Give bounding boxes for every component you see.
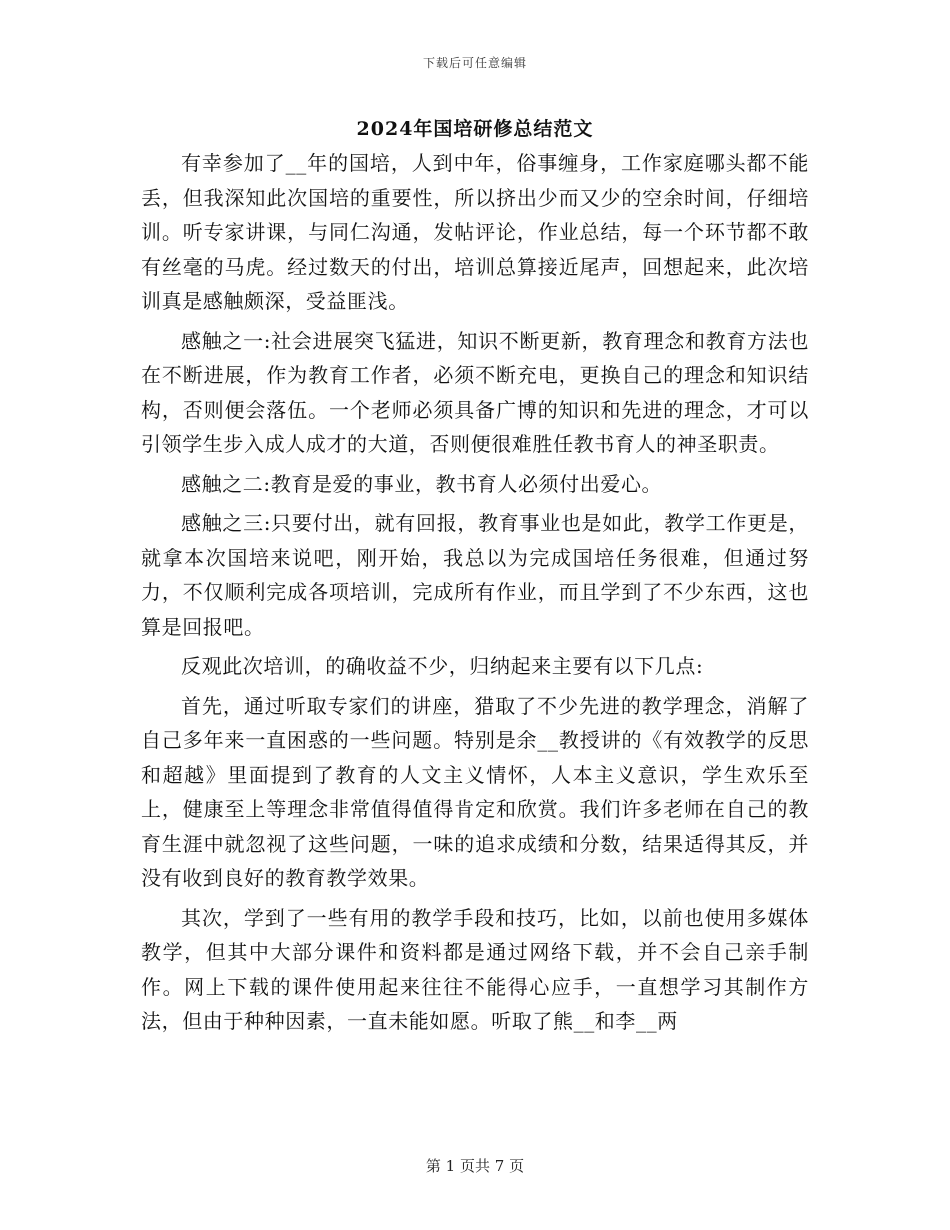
header-note: 下载后可任意编辑 xyxy=(422,56,527,70)
paragraph-feeling-3: 感触之三:只要付出，就有回报，教育事业也是如此，教学工作更是，就拿本次国培来说吧，刚开始，我总以为完成国培任务很难，但通过努力，不仅顺利完成各项培训，完成所有作业，而且学到了不少东西，这也算是回报吧。 xyxy=(141,511,809,639)
paragraph-intro: 有幸参加了__年的国培，人到中年，俗事缠身，工作家庭哪头都不能丢，但我深知此次国培的重要性，所以挤出少而又少的空余时间，仔细培训。听专家讲课，与同仁沟通，发帖评论，作业总结，每一个环节都不敢有丝毫的马虎。经过数天的付出，培训总算接近尾声，回想起来，此次培训真是感触颇深，受益匪浅。 xyxy=(141,151,809,313)
paragraph-feeling-2: 感触之二:教育是爱的事业，教书育人必须付出爱心。 xyxy=(181,471,663,496)
paragraph-review: 反观此次培训，的确收益不少，归纳起来主要有以下几点: xyxy=(181,654,704,678)
paragraph-second: 其次，学到了一些有用的教学手段和技巧，比如，以前也使用多媒体教学，但其中大部分课件和资料都是通过网络下载，并不会自己亲手制作。网上下载的课件使用起来往往不能得心应手，一直想学习其制作方法，但由于种种因素，一直未能如愿。听取了熊__和李__两 xyxy=(141,905,809,1033)
document-body xyxy=(141,146,809,1039)
document-title: 2024年国培研修总结范文 xyxy=(356,118,594,140)
paragraph-feeling-1: 感触之一:社会进展突飞猛进，知识不断更新，教育理念和教育方法也在不断进展，作为教育工作者，必须不断充电，更换自己的理念和知识结构，否则便会落伍。一个老师必须具备广博的知识和先进的理念，才可以引领学生步入成人成才的大道，否则便很难胜任教书育人的神圣职责。 xyxy=(141,328,809,456)
page-footer: 第 1 页共 7 页 xyxy=(425,1157,525,1175)
paragraph-first: 首先，通过听取专家们的讲座，猎取了不少先进的教学理念，消解了自己多年来一直困惑的一些问题。特别是余__教授讲的《有效教学的反思和超越》里面提到了教育的人文主义情怀，人本主义意识，学生欢乐至上，健康至上等理念非常值得值得肯定和欣赏。我们许多老师在自己的教育生涯中就忽视了这些问题，一味的追求成绩和分数，结果适得其反，并没有收到良好的教育教学效果。 xyxy=(141,693,809,890)
